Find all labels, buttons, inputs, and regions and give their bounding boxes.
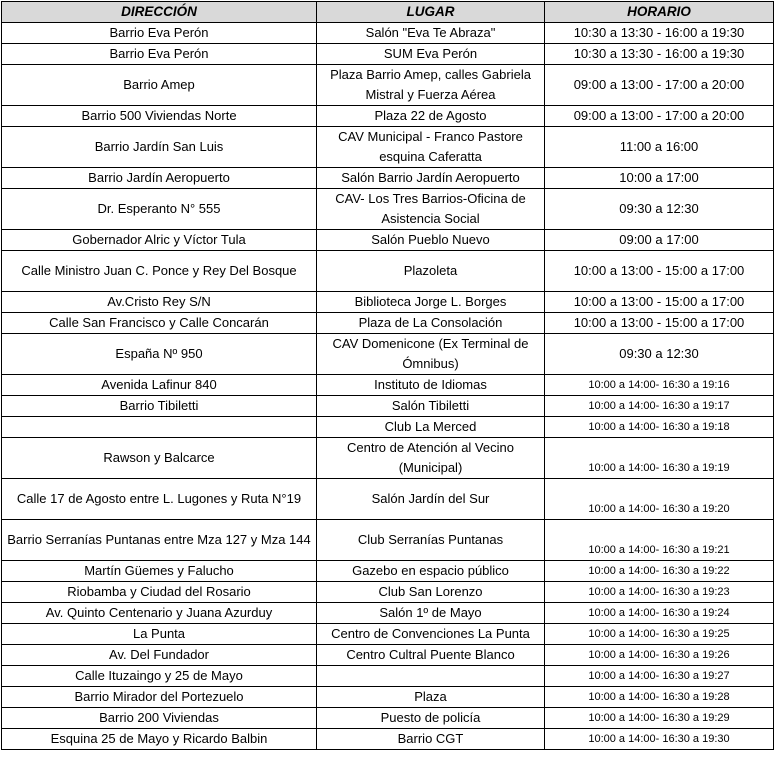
cell-direccion: Barrio Tibiletti: [2, 396, 317, 417]
cell-horario: 10:00 a 13:00 - 15:00 a 17:00: [545, 313, 774, 334]
cell-horario: 10:00 a 14:00- 16:30 a 19:21: [545, 520, 774, 561]
cell-direccion: Barrio Eva Perón: [2, 44, 317, 65]
cell-lugar: Plaza 22 de Agosto: [317, 106, 545, 127]
schedule-table: [1, 1, 774, 750]
header-lugar: LUGAR: [317, 2, 545, 23]
cell-horario: 10:00 a 14:00- 16:30 a 19:17: [545, 396, 774, 417]
cell-horario: 10:00 a 14:00- 16:30 a 19:20: [545, 479, 774, 520]
cell-direccion: Martín Güemes y Falucho: [2, 561, 317, 582]
cell-horario: 10:00 a 13:00 - 15:00 a 17:00: [545, 292, 774, 313]
table-row: [2, 292, 774, 313]
cell-direccion: Barrio Mirador del Portezuelo: [2, 687, 317, 708]
table-row: [2, 666, 774, 687]
cell-horario: 10:00 a 13:00 - 15:00 a 17:00: [545, 251, 774, 292]
cell-lugar: Salón Pueblo Nuevo: [317, 230, 545, 251]
table-row: [2, 251, 774, 292]
cell-direccion: Barrio Amep: [2, 65, 317, 106]
cell-direccion: Barrio 200 Viviendas: [2, 708, 317, 729]
header-horario: HORARIO: [545, 2, 774, 23]
table-row: [2, 230, 774, 251]
cell-horario: 10:00 a 14:00- 16:30 a 19:25: [545, 624, 774, 645]
table-row: [2, 106, 774, 127]
cell-horario: 09:30 a 12:30: [545, 334, 774, 375]
cell-direccion: Calle 17 de Agosto entre L. Lugones y Ruta N°19: [2, 479, 317, 520]
cell-direccion: Barrio 500 Viviendas Norte: [2, 106, 317, 127]
cell-horario: 10:00 a 14:00- 16:30 a 19:26: [545, 645, 774, 666]
cell-horario: 09:00 a 13:00 - 17:00 a 20:00: [545, 106, 774, 127]
cell-horario: 10:30 a 13:30 - 16:00 a 19:30: [545, 23, 774, 44]
cell-horario: 10:30 a 13:30 - 16:00 a 19:30: [545, 44, 774, 65]
table-row: [2, 65, 774, 106]
cell-lugar: CAV- Los Tres Barrios-Oficina de Asistencia Social: [317, 189, 545, 230]
table-row: [2, 127, 774, 168]
header-row: [2, 2, 774, 23]
cell-direccion: Avenida Lafinur 840: [2, 375, 317, 396]
cell-direccion: Esquina 25 de Mayo y Ricardo Balbin: [2, 729, 317, 750]
cell-lugar: Club La Merced: [317, 417, 545, 438]
cell-direccion: [2, 417, 317, 438]
cell-lugar: Salón Jardín del Sur: [317, 479, 545, 520]
table-row: [2, 561, 774, 582]
table-row: [2, 23, 774, 44]
table-row: [2, 645, 774, 666]
cell-lugar: Plaza de La Consolación: [317, 313, 545, 334]
cell-lugar: Club San Lorenzo: [317, 582, 545, 603]
cell-lugar: SUM Eva Perón: [317, 44, 545, 65]
cell-horario: 10:00 a 14:00- 16:30 a 19:28: [545, 687, 774, 708]
cell-lugar: Barrio CGT: [317, 729, 545, 750]
cell-direccion: Av. Quinto Centenario y Juana Azurduy: [2, 603, 317, 624]
table-row: [2, 520, 774, 561]
table-row: [2, 396, 774, 417]
cell-horario: 10:00 a 17:00: [545, 168, 774, 189]
header-direccion: DIRECCIÓN: [2, 2, 317, 23]
cell-horario: 11:00 a 16:00: [545, 127, 774, 168]
cell-horario: 10:00 a 14:00- 16:30 a 19:18: [545, 417, 774, 438]
table-row: [2, 582, 774, 603]
cell-lugar: Club Serranías Puntanas: [317, 520, 545, 561]
table-row: [2, 313, 774, 334]
cell-direccion: Gobernador Alric y Víctor Tula: [2, 230, 317, 251]
cell-direccion: Barrio Serranías Puntanas entre Mza 127 y Mza 144: [2, 520, 317, 561]
cell-lugar: Gazebo en espacio público: [317, 561, 545, 582]
cell-lugar: CAV Domenicone (Ex Terminal de Ómnibus): [317, 334, 545, 375]
cell-direccion: Av. Del Fundador: [2, 645, 317, 666]
table-row: [2, 438, 774, 479]
cell-horario: 10:00 a 14:00- 16:30 a 19:30: [545, 729, 774, 750]
table-row: [2, 334, 774, 375]
cell-horario: 09:00 a 17:00: [545, 230, 774, 251]
cell-lugar: Plazoleta: [317, 251, 545, 292]
cell-lugar: Plaza: [317, 687, 545, 708]
cell-horario: 09:30 a 12:30: [545, 189, 774, 230]
table-row: [2, 189, 774, 230]
cell-horario: 10:00 a 14:00- 16:30 a 19:16: [545, 375, 774, 396]
cell-lugar: Centro Cultral Puente Blanco: [317, 645, 545, 666]
cell-lugar: Puesto de policía: [317, 708, 545, 729]
cell-direccion: Riobamba y Ciudad del Rosario: [2, 582, 317, 603]
table-row: [2, 375, 774, 396]
cell-horario: 09:00 a 13:00 - 17:00 a 20:00: [545, 65, 774, 106]
cell-lugar: [317, 666, 545, 687]
cell-direccion: Barrio Jardín San Luis: [2, 127, 317, 168]
cell-direccion: Calle San Francisco y Calle Concarán: [2, 313, 317, 334]
cell-horario: 10:00 a 14:00- 16:30 a 19:22: [545, 561, 774, 582]
table-row: [2, 687, 774, 708]
cell-lugar: Centro de Convenciones La Punta: [317, 624, 545, 645]
cell-direccion: Calle Ituzaingo y 25 de Mayo: [2, 666, 317, 687]
table-row: [2, 729, 774, 750]
cell-lugar: Salón 1º de Mayo: [317, 603, 545, 624]
cell-direccion: Barrio Eva Perón: [2, 23, 317, 44]
cell-lugar: Biblioteca Jorge L. Borges: [317, 292, 545, 313]
cell-horario: 10:00 a 14:00- 16:30 a 19:24: [545, 603, 774, 624]
cell-lugar: Instituto de Idiomas: [317, 375, 545, 396]
cell-lugar: Salón Tibiletti: [317, 396, 545, 417]
cell-horario: 10:00 a 14:00- 16:30 a 19:23: [545, 582, 774, 603]
table-row: [2, 624, 774, 645]
cell-horario: 10:00 a 14:00- 16:30 a 19:19: [545, 438, 774, 479]
table-row: [2, 479, 774, 520]
cell-lugar: Salón Barrio Jardín Aeropuerto: [317, 168, 545, 189]
table-row: [2, 168, 774, 189]
cell-direccion: Av.Cristo Rey S/N: [2, 292, 317, 313]
cell-direccion: España Nº 950: [2, 334, 317, 375]
cell-lugar: CAV Municipal - Franco Pastore esquina Caferatta: [317, 127, 545, 168]
cell-horario: 10:00 a 14:00- 16:30 a 19:29: [545, 708, 774, 729]
cell-lugar: Plaza Barrio Amep, calles Gabriela Mistral y Fuerza Aérea: [317, 65, 545, 106]
table-row: [2, 44, 774, 65]
cell-direccion: Rawson y Balcarce: [2, 438, 317, 479]
table-row: [2, 708, 774, 729]
cell-direccion: Dr. Esperanto N° 555: [2, 189, 317, 230]
cell-lugar: Salón "Eva Te Abraza": [317, 23, 545, 44]
cell-direccion: La Punta: [2, 624, 317, 645]
table-row: [2, 603, 774, 624]
cell-horario: 10:00 a 14:00- 16:30 a 19:27: [545, 666, 774, 687]
table-row: [2, 417, 774, 438]
cell-lugar: Centro de Atención al Vecino (Municipal): [317, 438, 545, 479]
cell-direccion: Calle Ministro Juan C. Ponce y Rey Del Bosque: [2, 251, 317, 292]
cell-direccion: Barrio Jardín Aeropuerto: [2, 168, 317, 189]
